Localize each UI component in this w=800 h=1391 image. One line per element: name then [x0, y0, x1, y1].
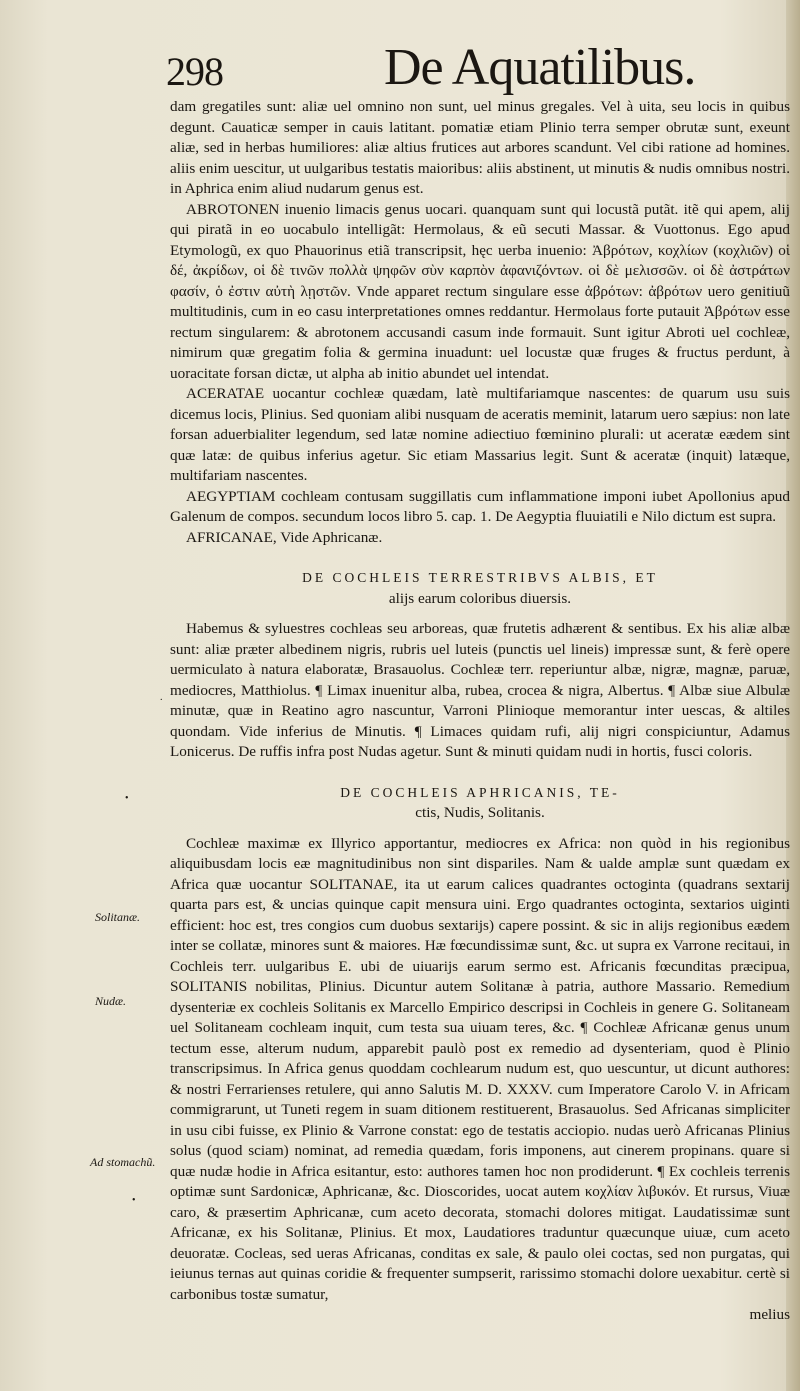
catchword: melius	[749, 1306, 790, 1323]
paragraph-abrotonen: ABROTONEN inuenio limacis genus uocari. quanquam sunt qui locustã putãt. itẽ qui apem, alij qui piratã in eo uocabulo intelligãt: Hermolaus, & eũ secuti Massar. & Vuottonus. Ego apud Etymologũ, ex quo Phauorinus etiã transcripsit, hęc uerba inuenio: Ἀβρότων, κοχλίων (κοχλιῶν) οἱ δέ, ἀκρίδων, οἱ δὲ τινῶν πολλὰ ψηφῶν σὺν καρπὸν ἀφανιζόντων. οἱ δὲ μελισσῶν. οἱ δὲ ἀστράτων φασίν, ὁ ἐστιν αὐτὴ λῃστῶν. Vnde apparet rectum singulare esse ἀβρότων: ἀβρότων uero genitiuũ multitudinis, cum in eo casu interpretationes omnes reddantur. Hermolaus forte putauit Ἀβρότων esse rectum singularem: & abrotonem accusandi casum inde formauit. Sunt igitur Abroti uel cochleæ, nimirum quæ gregatim folia & germina inuadunt: uel locustæ quæ fruges & fructus perdunt, à uoracitate forsan dictæ, ut alpha ab initio abundet uel intendat.	[170, 200, 790, 382]
section-title-line-2: alijs earum coloribus diuersis.	[388, 589, 572, 607]
paragraph-terrestribus: Habemus & syluestres cochleas seu arboreas, quæ frutetis adhærent & sentibus. Ex his aliæ albæ sunt: aliæ præter albedinem nigris, rubris uel luteis (punctis uel lineis) impressæ sunt, & ferè opere uermiculato à natura elaboratæ, Brasauolus. Cochleæ terr. reperiuntur albæ, nigræ, magnæ, paruæ, mediocres, Matthiolus. ¶ Limax inuenitur alba, rubea, crocea & nigra, Albertus. ¶ Albæ siue Albulæ minutæ, quæ in Reatino agro nascuntur, Varroni Plinioque memorantur inter uescas, & altiles quondam. Vide inferius de Minutis. ¶ Limaces quidam rufi, alij nigri conspiciuntur, Adamus Lonicerus. De ruffis infra post Nudas agetur. Sunt & minuti quidam nudi in hortis, fusci coloris.	[170, 620, 790, 760]
section-title-line-1: DE COCHLEIS APHRICANIS, TE-	[340, 784, 620, 800]
margin-notes	[0, 0, 163, 1391]
margin-note-solitanae: Solitanæ.	[95, 910, 141, 924]
section-title-terrestribus	[170, 568, 790, 609]
running-head: De Aquatilibus.	[384, 39, 696, 96]
margin-bullet: •	[125, 793, 129, 804]
section-title-aphricanis	[170, 783, 790, 824]
section-title-line-1: DE COCHLEIS TERRESTRIBVS ALBIS, ET	[302, 570, 658, 585]
paragraph-africanae: AFRICANAE, Vide Aphricanæ.	[186, 528, 383, 546]
page-number: 298	[166, 49, 223, 94]
paragraph-intro: dam gregatiles sunt: aliæ uel omnino non sunt, uel minus gregales. Vel à uita, seu locis in quibus degunt. Cauaticæ semper in cauis latitant. pomatiæ etiam Plinio terra semper obrutæ sunt, exeunt aliæ, sed in herbas humiliores: aliæ altius frutices aut arbores scandunt. Vel cibi ratione ad homines. aliis enim uescitur, ut uulgaribus testatis maioribus: aliis abstinent, ut minutis & nudis omnibus nostri. in Aphrica enim aliud nudarum genus est.	[170, 98, 790, 197]
margin-note-nudae: Nudæ.	[95, 994, 127, 1008]
margin-bullet: •	[132, 1195, 136, 1206]
paragraph-aceratae: ACERATAE uocantur cochleæ quædam, latè multifariamque nascentes: de quarum usu suis dicemus locis, Plinius. Sed quoniam alibi nusquam de aceratis meminit, latarum uero sæpius: non late forsan aduerbialiter legendum, sed latæ nomine adiectiuo fœminino plurali: ut aceratæ eædem sint quæ latæ: de quibus inferius agetur. Sic etiam Massarius legit. Sunt & aceratæ (inquit) latæque, multifariam nascentes.	[170, 385, 790, 484]
paragraph-aegyptiam: AEGYPTIAM cochleam contusam suggillatis cum inflammatione imponi iubet Apollonius apud Galenum de compos. secundum locos libro 5. cap. 1. De Aegyptia fluuiatili e Nilo dictum est supra.	[170, 487, 790, 525]
main-text	[170, 97, 790, 1326]
section-title-line-2: ctis, Nudis, Solitanis.	[415, 804, 545, 821]
paragraph-aphricanis: Cochleæ maximæ ex Illyrico apportantur, mediocres ex Africa: non quòd in his regionibus aliquibusdam locis eæ magnitudinibus non sint dispariles. Nam & ualde amplæ sunt quædam ex Africa quæ uocantur SOLITANAE, ita ut earum calices quadrantes octoginta (quadrans sextarij quarta pars est, & uncias quinque capit mensura uini. Ergo quadrantes octoginta, sextarios uiginti efficient: hoc est, tres congios cum duobus sextarijs) capere possint. & sic in alijs regionibus eædem inter se collatæ, minores sunt & maiores. Hæ fœcundissimæ sunt, &c. ut supra ex Varrone recitaui, in Cochleis terr. uulgaribus E. ubi de uiuarijs earum sermo est. Africanis fœcunditas præcipua, SOLITANIS nobilitas, Plinius. Dicuntur autem Solitanæ à patria, authore Massario. Remedium dysenteriæ ex cochleis Solitanis ex Marcello Empirico descripsi in Cochleis in genere G. Solitaneam uel Solitaneam cochleam inquit, cum testa sua uiuam teres, &c. ¶ Cochleæ Africanæ genus unum tectum esse, alterum nudum, apparebit paulò post ex remedio ad dysenteriam, quod è Plinio transcripsimus. In Africa genus quoddam cochlearum nudum est, quo uescuntur, ut dicunt authores: & nostri Ferrarienses retulere, qui anno Salutis M. D. XXXV. cum Imperatore Carolo V. in Africam commigrarunt, ut Tuneti regem in suam ditionem restituerent, Brasauolus. Sed Africanas simpliciter in usu cibi fuisse, ex Plinio & Varrone constat: ego de testatis acciopio. nudas uerò Africanas Plinius solus (quod sciam) nominat, ad remedia quædam, foris imponens, aut cinerem propinans. quare si quæ nudæ hodie in Africa esitantur, esto: authores tamen hoc non prodiderunt. ¶ Ex cochleis terrenis optimæ sunt Sardonicæ, Aphricanæ, &c. Dioscorides, uocat autem κοχλίαν λιβυκόν. Et rursus, Viuæ caro, & præsertim Aphricanæ, cum aceto decorata, stomachi dolores mitigat. Laudatissimæ sunt Africanæ, ex his Solitanæ, Plinius. Et mox, Laudatiores traduntur quæcunque uiuæ, cum aceto deuoratæ. Cocleas, sed ueras Africanas, conditas ex sale, & paulo olei coctas, sed non purgatas, qui ieiunus ternas aut quinas coridie & frequenter sumpserit, rarissimo stomachi dolore uexabitur. certè si carbonibus tostæ sumatur,	[170, 834, 790, 1303]
margin-bullet: .	[160, 692, 163, 703]
margin-note-adstomachum: Ad stomachũ.	[90, 1155, 156, 1169]
